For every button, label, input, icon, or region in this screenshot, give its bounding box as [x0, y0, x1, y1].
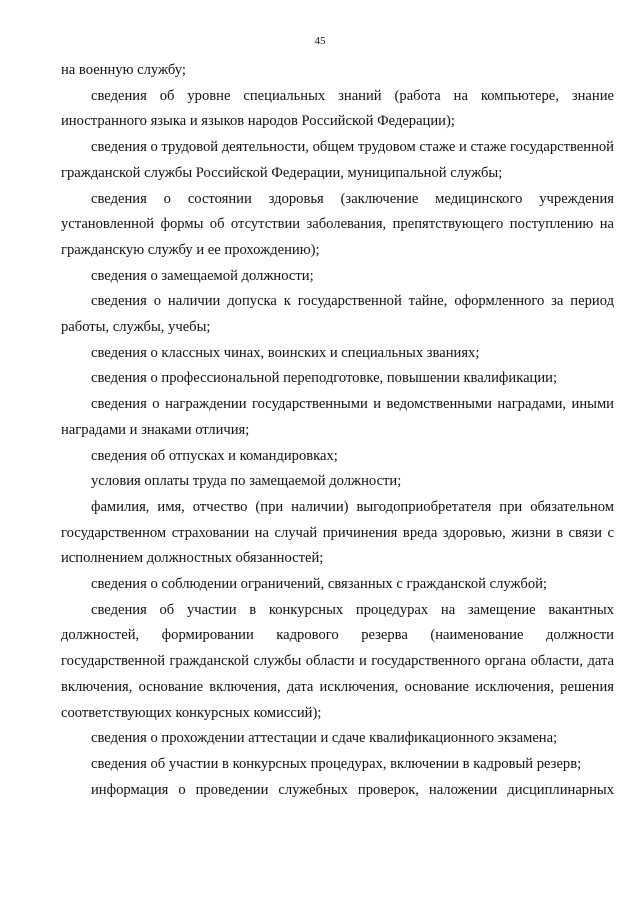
paragraph: сведения о награждении государственными и ведомственными наградами, иными наградами и знаками отличия; [61, 396, 614, 438]
page-number: 45 [314, 35, 326, 47]
paragraph: сведения о соблюдении ограничений, связанных с гражданской службой; [91, 576, 547, 593]
paragraph: сведения о наличии допуска к государственной тайне, оформленного за период работы, службы, учебы; [61, 293, 614, 336]
paragraph: сведения о замещаемой должности; [91, 267, 314, 284]
paragraph-continuation: на военную службу; [61, 62, 186, 78]
paragraph: условия оплаты труда по замещаемой должности; [91, 473, 402, 490]
paragraph: сведения о трудовой деятельности, общем трудовом стаже и стаже государственной гражданской службы Российской Федерации, муниципальной службы; [61, 139, 614, 181]
paragraph: сведения об отпусках и командировках; [91, 447, 338, 464]
paragraph: сведения об уровне специальных знаний (работа на компьютере, знание иностранного языка и языков народов Российской Федерации); [61, 87, 614, 130]
paragraph: сведения о профессиональной переподготовке, повышении квалификации; [91, 370, 558, 387]
paragraph: сведения о классных чинах, воинских и специальных званиях; [91, 344, 480, 361]
paragraph: фамилия, имя, отчество (при наличии) выгодоприобретателя при обязательном государственном страховании на случай причинения вреда здоровью, жизни в связи с исполнением должностных обязанностей; [61, 498, 614, 567]
paragraph: сведения об участии в конкурсных процедурах, включении в кадровый резерв; [91, 755, 582, 772]
paragraph-truncated: информация о проведении служебных проверок, наложении дисциплинарных [91, 781, 614, 798]
document-body [61, 58, 614, 803]
paragraph: сведения о прохождении аттестации и сдаче квалификационного экзамена; [91, 730, 558, 747]
paragraph: сведения о состоянии здоровья (заключение медицинского учреждения установленной формы об отсутствии заболевания, препятствующего поступлению на гражданскую службу и ее прохождению); [61, 190, 614, 258]
paragraph: сведения об участии в конкурсных процедурах на замещение вакантных должностей, формировании кадрового резерва (наименование должности государственной гражданской службы области и государственного органа области, дата включения, основание включения, дата исключения, основание исключения, решения соответствующих конкурсных комиссий); [61, 601, 614, 721]
